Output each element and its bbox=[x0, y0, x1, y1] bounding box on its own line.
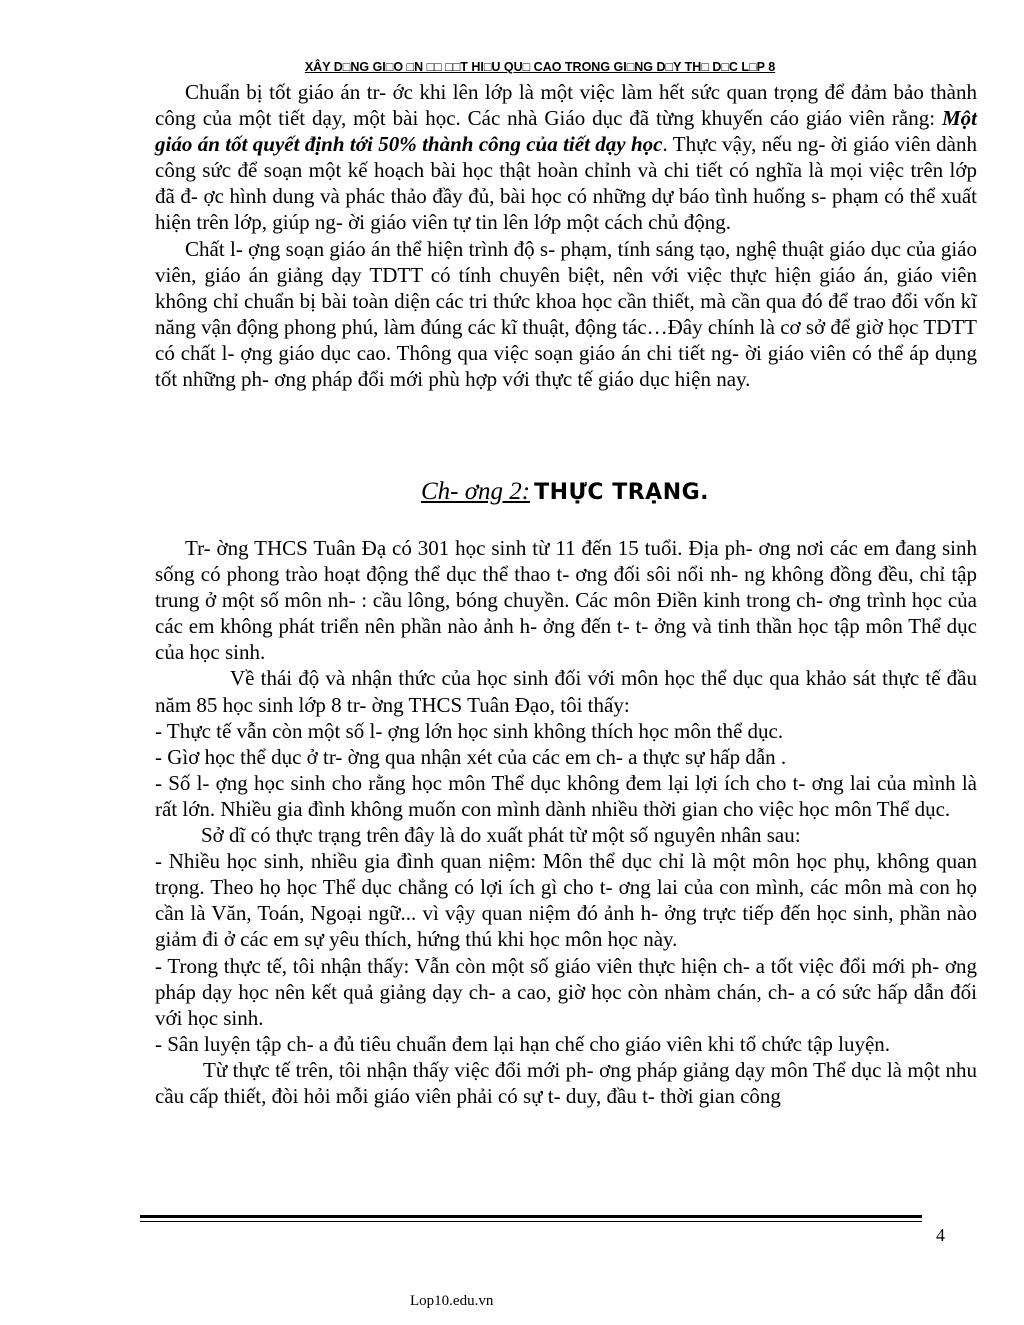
paragraph: Về thái độ và nhận thức của học sinh đối với môn học thể dục qua khảo sát thực tế đầu năm 85 học sinh lớp 8 tr- ờng THCS Tuân Đạo, tôi thấy: bbox=[155, 666, 977, 717]
paragraph-text: Chuẩn bị tốt giáo án tr- ớc khi lên lớp là một việc làm hết sức quan trọng để đảm bảo thành công của một tiết dạy, một bài học. Các nhà Giáo dục đã từng khuyến cáo giáo viên rằng: bbox=[155, 80, 977, 131]
footer-website: Lop10.edu.vn bbox=[410, 1293, 494, 1309]
list-item: - Gìơ học thể dục ở tr- ờng qua nhận xét của các em ch- a thực sự hấp dẫn . bbox=[155, 744, 787, 769]
chapter-label: Ch- ơng 2: bbox=[420, 478, 531, 505]
section-current-state bbox=[155, 535, 977, 1109]
list-item: - Trong thực tế, tôi nhận thấy: Vẫn còn một số giáo viên thực hiện ch- a tốt việc đổi mới ph- ơng pháp dạy học nên kết quả giảng dạy ch- a cao, giờ học còn nhàm chán, ch- a có sức hấp dẫn đối với học sinh. bbox=[155, 953, 977, 1030]
footer-rule-thick bbox=[140, 1215, 922, 1218]
footer-rule-thin bbox=[140, 1221, 922, 1222]
paragraph: Sở dĩ có thực trạng trên đây là do xuất phát từ một số nguyên nhân sau: bbox=[201, 823, 801, 848]
chapter-heading bbox=[0, 478, 1024, 506]
list-item: - Sân luyện tập ch- a đủ tiêu chuẩn đem lại hạn chế cho giáo viên khi tổ chức tập luyện. bbox=[155, 1031, 891, 1056]
section-introduction bbox=[155, 79, 977, 392]
running-header: XÂY D□NG GI□O □N □□ □□T HI□U QU□ CAO TRONG GI□NG D□Y TH□ D□C L□P 8 bbox=[304, 60, 776, 74]
list-item: - Nhiều học sinh, nhiều gia đình quan niệm: Môn thể dục chỉ là một môn học phụ, không quan trọng. Theo họ học Thể dục chẳng có lợi ích gì cho t- ơng lai của con mình, các môn mà con họ cần là Văn, Toán, Ngoại ngữ... vì vậy quan niệm đó ảnh h- ởng trực tiếp đến học sinh, phần nào giảm đi ở các em sự yêu thích, hứng thú khi học môn học này. bbox=[155, 849, 977, 952]
paragraph: Tr- ờng THCS Tuân Đạ có 301 học sinh từ 11 đến 15 tuổi. Địa ph- ơng nơi các em đang sinh sống có phong trào hoạt động thể dục thể thao t- ơng đối sôi nổi nh- ng không đồng đều, chỉ tập trung ở một số môn nh- : cầu lông, bóng chuyền. Các môn Điền kinh trong ch- ơng trình học của các em không phát triển nên phần nào ảnh h- ởng đến t- t- ởng và tinh thần học tập môn Thể dục của học sinh. bbox=[155, 536, 977, 665]
chapter-title: THỰC TRẠNG. bbox=[534, 480, 710, 505]
paragraph: Từ thực tế trên, tôi nhận thấy việc đổi mới ph- ơng pháp giảng dạy môn Thể dục là một nhu cầu cấp thiết, đòi hỏi mỗi giáo viên phải có sự t- duy, đầu t- thời gian công bbox=[155, 1057, 977, 1108]
paragraph: Chất l- ợng soạn giáo án thể hiện trình độ s- phạm, tính sáng tạo, nghệ thuật giáo dục của giáo viên, giáo án giảng dạy TDTT có tính chuyên biệt, nên với việc thực hiện giáo án, giáo viên không chỉ chuẩn bị bài toàn diện các tri thức khoa học cần thiết, mà cần qua đó để trao đổi vốn kĩ năng vận động phong phú, làm đúng các kĩ thuật, động tác…Đây chính là cơ sở để giờ học TDTT có chất l- ợng giáo dục cao. Thông qua việc soạn giáo án chi tiết ng- ời giáo viên có thể áp dụng tốt những ph- ơng pháp đổi mới phù hợp với thực tế giáo dục hiện nay. bbox=[155, 236, 977, 392]
list-item: - Số l- ợng học sinh cho rằng học môn Thể dục không đem lại lợi ích cho t- ơng lai của mình là rất lớn. Nhiều gia đình không muốn con mình dành nhiều thời gian cho việc học môn Thể dục. bbox=[155, 770, 977, 821]
page-number: 4 bbox=[936, 1225, 945, 1245]
emphasized-quote: Một giáo án tốt quyết định tới 50% thành công của tiết dạy học bbox=[155, 106, 977, 157]
list-item: - Thực tế vẫn còn một số l- ợng lớn học sinh không thích học môn thể dục. bbox=[155, 718, 784, 743]
paragraph bbox=[155, 79, 977, 236]
paragraph-text: . Thực vậy, nếu ng- ời giáo viên dành công sức để soạn một kế hoạch bài học thật hoàn chỉnh và chi tiết có nghĩa là mọi việc trên lớp đã đ- ợc hình dung và phác thảo đầy đủ, bài học có những dự báo tình huống s- phạm có thể xuất hiện trên lớp, giúp ng- ời giáo viên tự tin lên lớp một cách chủ động. bbox=[155, 132, 977, 235]
